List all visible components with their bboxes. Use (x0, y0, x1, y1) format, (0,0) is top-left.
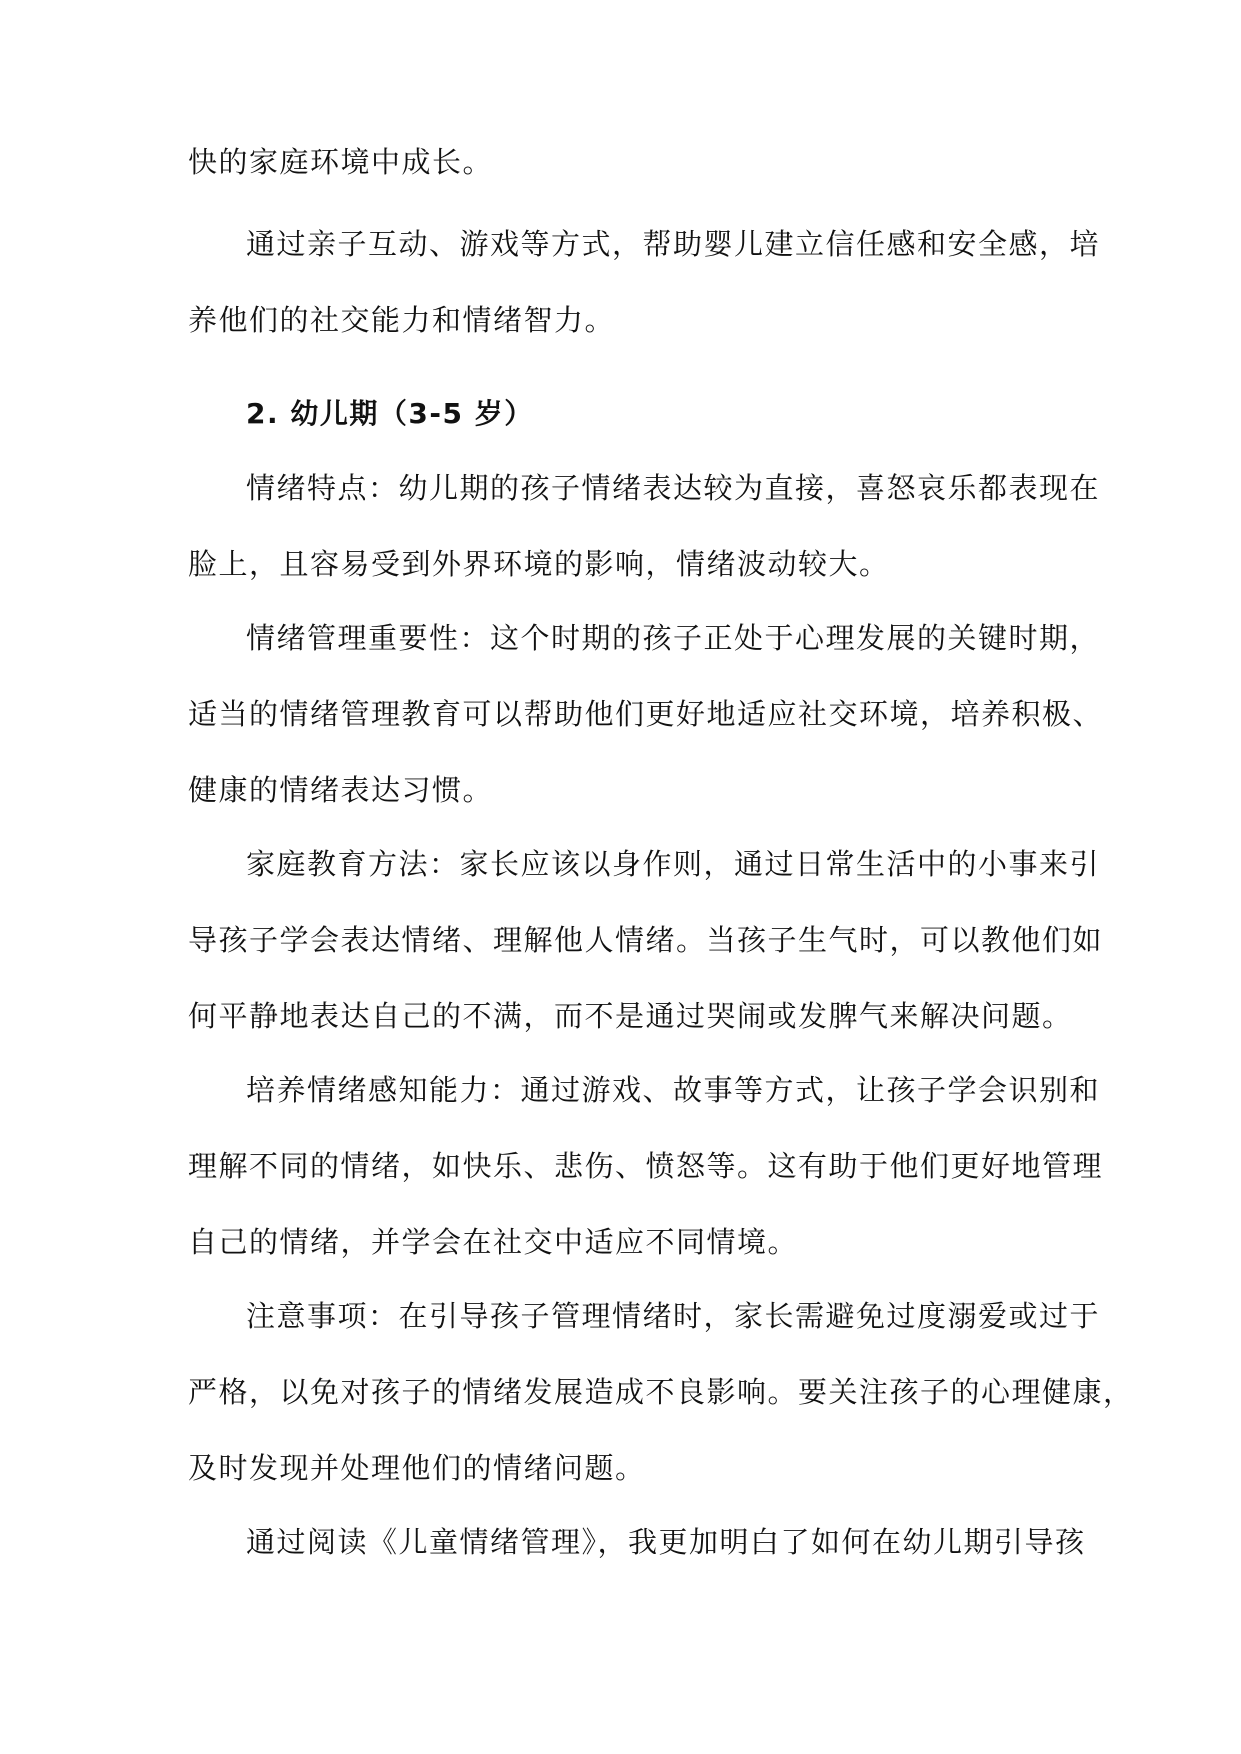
paragraph-line: 家庭教育方法：家长应该以身作则，通过日常生活中的小事来引 (246, 847, 1101, 881)
body-text (188, 142, 1134, 1562)
paragraph-line: 何平静地表达自己的不满，而不是通过哭闹或发脾气来解决问题。 (188, 999, 1073, 1033)
paragraph-line: 通过亲子互动、游戏等方式，帮助婴儿建立信任感和安全感，培 (246, 227, 1101, 261)
paragraph-line: 培养情绪感知能力：通过游戏、故事等方式，让孩子学会识别和 (246, 1073, 1101, 1107)
paragraph-line: 情绪管理重要性：这个时期的孩子正处于心理发展的关键时期， (246, 621, 1101, 655)
paragraph-line: 及时发现并处理他们的情绪问题。 (188, 1451, 646, 1485)
paragraph-line: 情绪特点：幼儿期的孩子情绪表达较为直接，喜怒哀乐都表现在 (246, 471, 1101, 505)
paragraph-line: 脸上，且容易受到外界环境的影响，情绪波动较大。 (188, 547, 890, 581)
paragraph-line: 理解不同的情绪，如快乐、悲伤、愤怒等。这有助于他们更好地管理 (188, 1149, 1104, 1183)
paragraph-line: 健康的情绪表达习惯。 (188, 773, 494, 807)
paragraph-line: 严格，以免对孩子的情绪发展造成不良影响。要关注孩子的心理健康， (188, 1375, 1134, 1409)
paragraph-line: 注意事项：在引导孩子管理情绪时，家长需避免过度溺爱或过于 (246, 1299, 1101, 1333)
paragraph-line: 通过阅读《儿童情绪管理》，我更加明白了如何在幼儿期引导孩 (246, 1525, 1086, 1559)
paragraph-line: 导孩子学会表达情绪、理解他人情绪。当孩子生气时，可以教他们如 (188, 923, 1104, 957)
paragraph-line: 自己的情绪，并学会在社交中适应不同情境。 (188, 1225, 799, 1259)
paragraph-line: 养他们的社交能力和情绪智力。 (188, 303, 616, 337)
paragraph-line: 适当的情绪管理教育可以帮助他们更好地适应社交环境，培养积极、 (188, 697, 1104, 731)
section-heading: 2. 幼儿期（3-5 岁） (246, 397, 534, 430)
paragraph-line: 快的家庭环境中成长。 (188, 145, 494, 179)
